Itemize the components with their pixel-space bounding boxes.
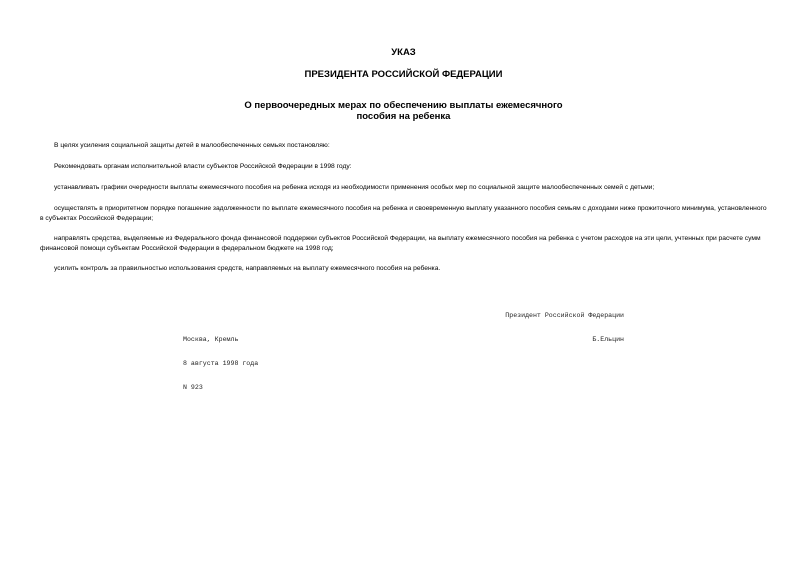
signature-position: Президент Российской Федерации (505, 312, 624, 319)
signature-block (505, 296, 624, 360)
decree-subject-line-2: пособия на ребенка (356, 111, 451, 122)
decree-number: N 923 (183, 384, 203, 391)
paragraph-item-funds: направлять средства, выделяемые из Федерального фонда финансовой поддержки субъектов Российской Федерации, на выплату ежемесячного пособия на ребенка с учетом расходов на эти цели, учтенных при расчете сумм финансовой помощи субъектам Российской Федерации в федеральном бюджете на 1998 год; (40, 235, 761, 252)
paragraph-item-control: усилить контроль за правильностью использования средств, направляемых на выплату ежемесячного пособия на ребенка. (54, 265, 441, 272)
signature-name: Б.Ельцин (592, 336, 624, 343)
paragraph-item-debt: осуществлять в приоритетном порядке погашение задолженности по выплате ежемесячного пособия на ребенка и своевременную выплату указанного пособия семьям с доходами ниже прожиточного минимума, установленного в субъектах Российской Федерации; (40, 205, 767, 222)
decree-issuer: ПРЕЗИДЕНТА РОССИЙСКОЙ ФЕДЕРАЦИИ (304, 69, 503, 80)
decree-subject (0, 100, 807, 122)
place-date-block (183, 320, 258, 408)
place-text: Москва, Кремль (183, 336, 239, 343)
paragraph-item-schedules: устанавливать графики очередности выплаты ежемесячного пособия на ребенка исходя из необходимости применения особых мер по социальной защите малообеспеченных семей с детьми; (54, 184, 655, 191)
date-text: 8 августа 1998 года (183, 360, 259, 367)
paragraph-preamble: В целях усиления социальной защиты детей в малообеспеченных семьях постановляю: (54, 142, 330, 149)
paragraph-recommendation: Рекомендовать органам исполнительной власти субъектов Российской Федерации в 1998 году: (54, 163, 352, 170)
decree-title: УКАЗ (391, 47, 416, 58)
decree-subject-line-1: О первоочередных мерах по обеспечению выплаты ежемесячного (244, 100, 563, 111)
